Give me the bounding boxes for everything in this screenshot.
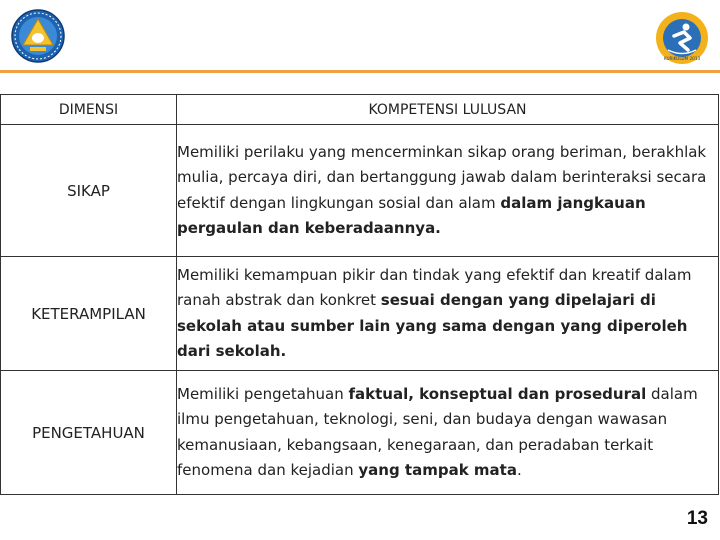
tut-wuri-handayani-emblem-icon [10, 8, 66, 64]
table-row [1, 371, 719, 495]
kurikulum-logo-text: KURIKULUM 2013 [663, 56, 701, 61]
column-header-dimension: DIMENSI [1, 95, 177, 125]
page-number: 13 [686, 508, 708, 529]
header-divider [0, 70, 720, 73]
competency-cell: Memiliki perilaku yang mencerminkan sikap orang beriman, berakhlak mulia, percaya diri, dan bertanggung jawab dalam berinteraksi secara efektif dengan lingkungan sosial dan alam dalam jangkauan pergaulan dan keberadaannya. [177, 125, 719, 257]
table-row [1, 257, 719, 371]
column-header-competency: KOMPETENSI LULUSAN [177, 95, 719, 125]
table-row [1, 125, 719, 257]
dimension-cell: PENGETAHUAN [1, 371, 177, 495]
kurikulum-2013-logo-icon [654, 10, 710, 66]
competency-cell: Memiliki kemampuan pikir dan tindak yang efektif dan kreatif dalam ranah abstrak dan konkret sesuai dengan yang dipelajari di sekolah atau sumber lain yang sama dengan yang diperoleh dari sekolah. [177, 257, 719, 371]
table-header-row [1, 95, 719, 125]
competency-table [0, 94, 719, 495]
dimension-cell: KETERAMPILAN [1, 257, 177, 371]
dimension-cell: SIKAP [1, 125, 177, 257]
competency-cell: Memiliki pengetahuan faktual, konseptual dan prosedural dalam ilmu pengetahuan, teknologi, seni, dan budaya dengan wawasan kemanusiaan, kebangsaan, kenegaraan, dan peradaban terkait fenomena dan kejadian yang tampak mata. [177, 371, 719, 495]
